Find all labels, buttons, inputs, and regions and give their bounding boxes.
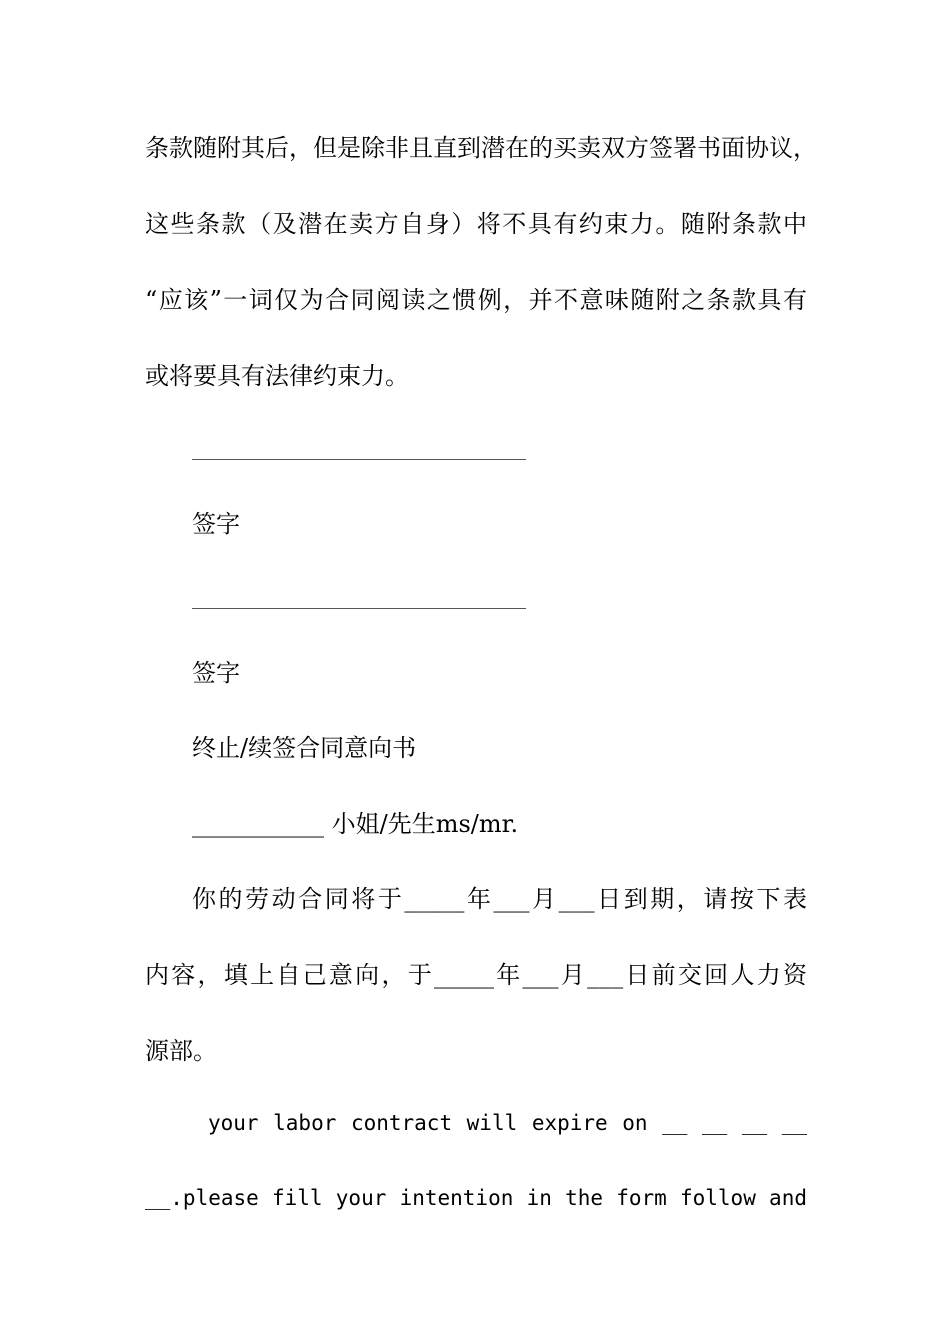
signature-line: [192, 459, 526, 460]
english-line: __.please fill your intention in the form follow and: [145, 1186, 807, 1210]
paragraph-line: 你的劳动合同将于_____年___月___日到期，请按下表: [192, 885, 807, 913]
notice-title: 终止/续签合同意向书: [192, 734, 417, 762]
signature-line: [192, 608, 526, 609]
english-line: your labor contract will expire on __ __ __ __: [208, 1111, 807, 1135]
paragraph-line: 或将要具有法律约束力。: [145, 362, 409, 390]
signature-label: 签字: [192, 659, 240, 687]
salutation-line: ___________ 小姐/先生ms/mr.: [192, 810, 519, 838]
paragraph-line: 条款随附其后，但是除非且直到潜在的买卖双方签署书面协议，: [145, 134, 817, 162]
paragraph-line: “应该”一词仅为合同阅读之惯例，并不意味随附之条款具有: [145, 286, 807, 314]
paragraph-line: 这些条款（及潜在卖方自身）将不具有约束力。随附条款中: [145, 210, 807, 238]
signature-label: 签字: [192, 510, 240, 538]
paragraph-line: 源部。: [145, 1037, 217, 1065]
paragraph-line: 内容，填上自己意向，于_____年___月___日前交回人力资: [145, 961, 807, 989]
